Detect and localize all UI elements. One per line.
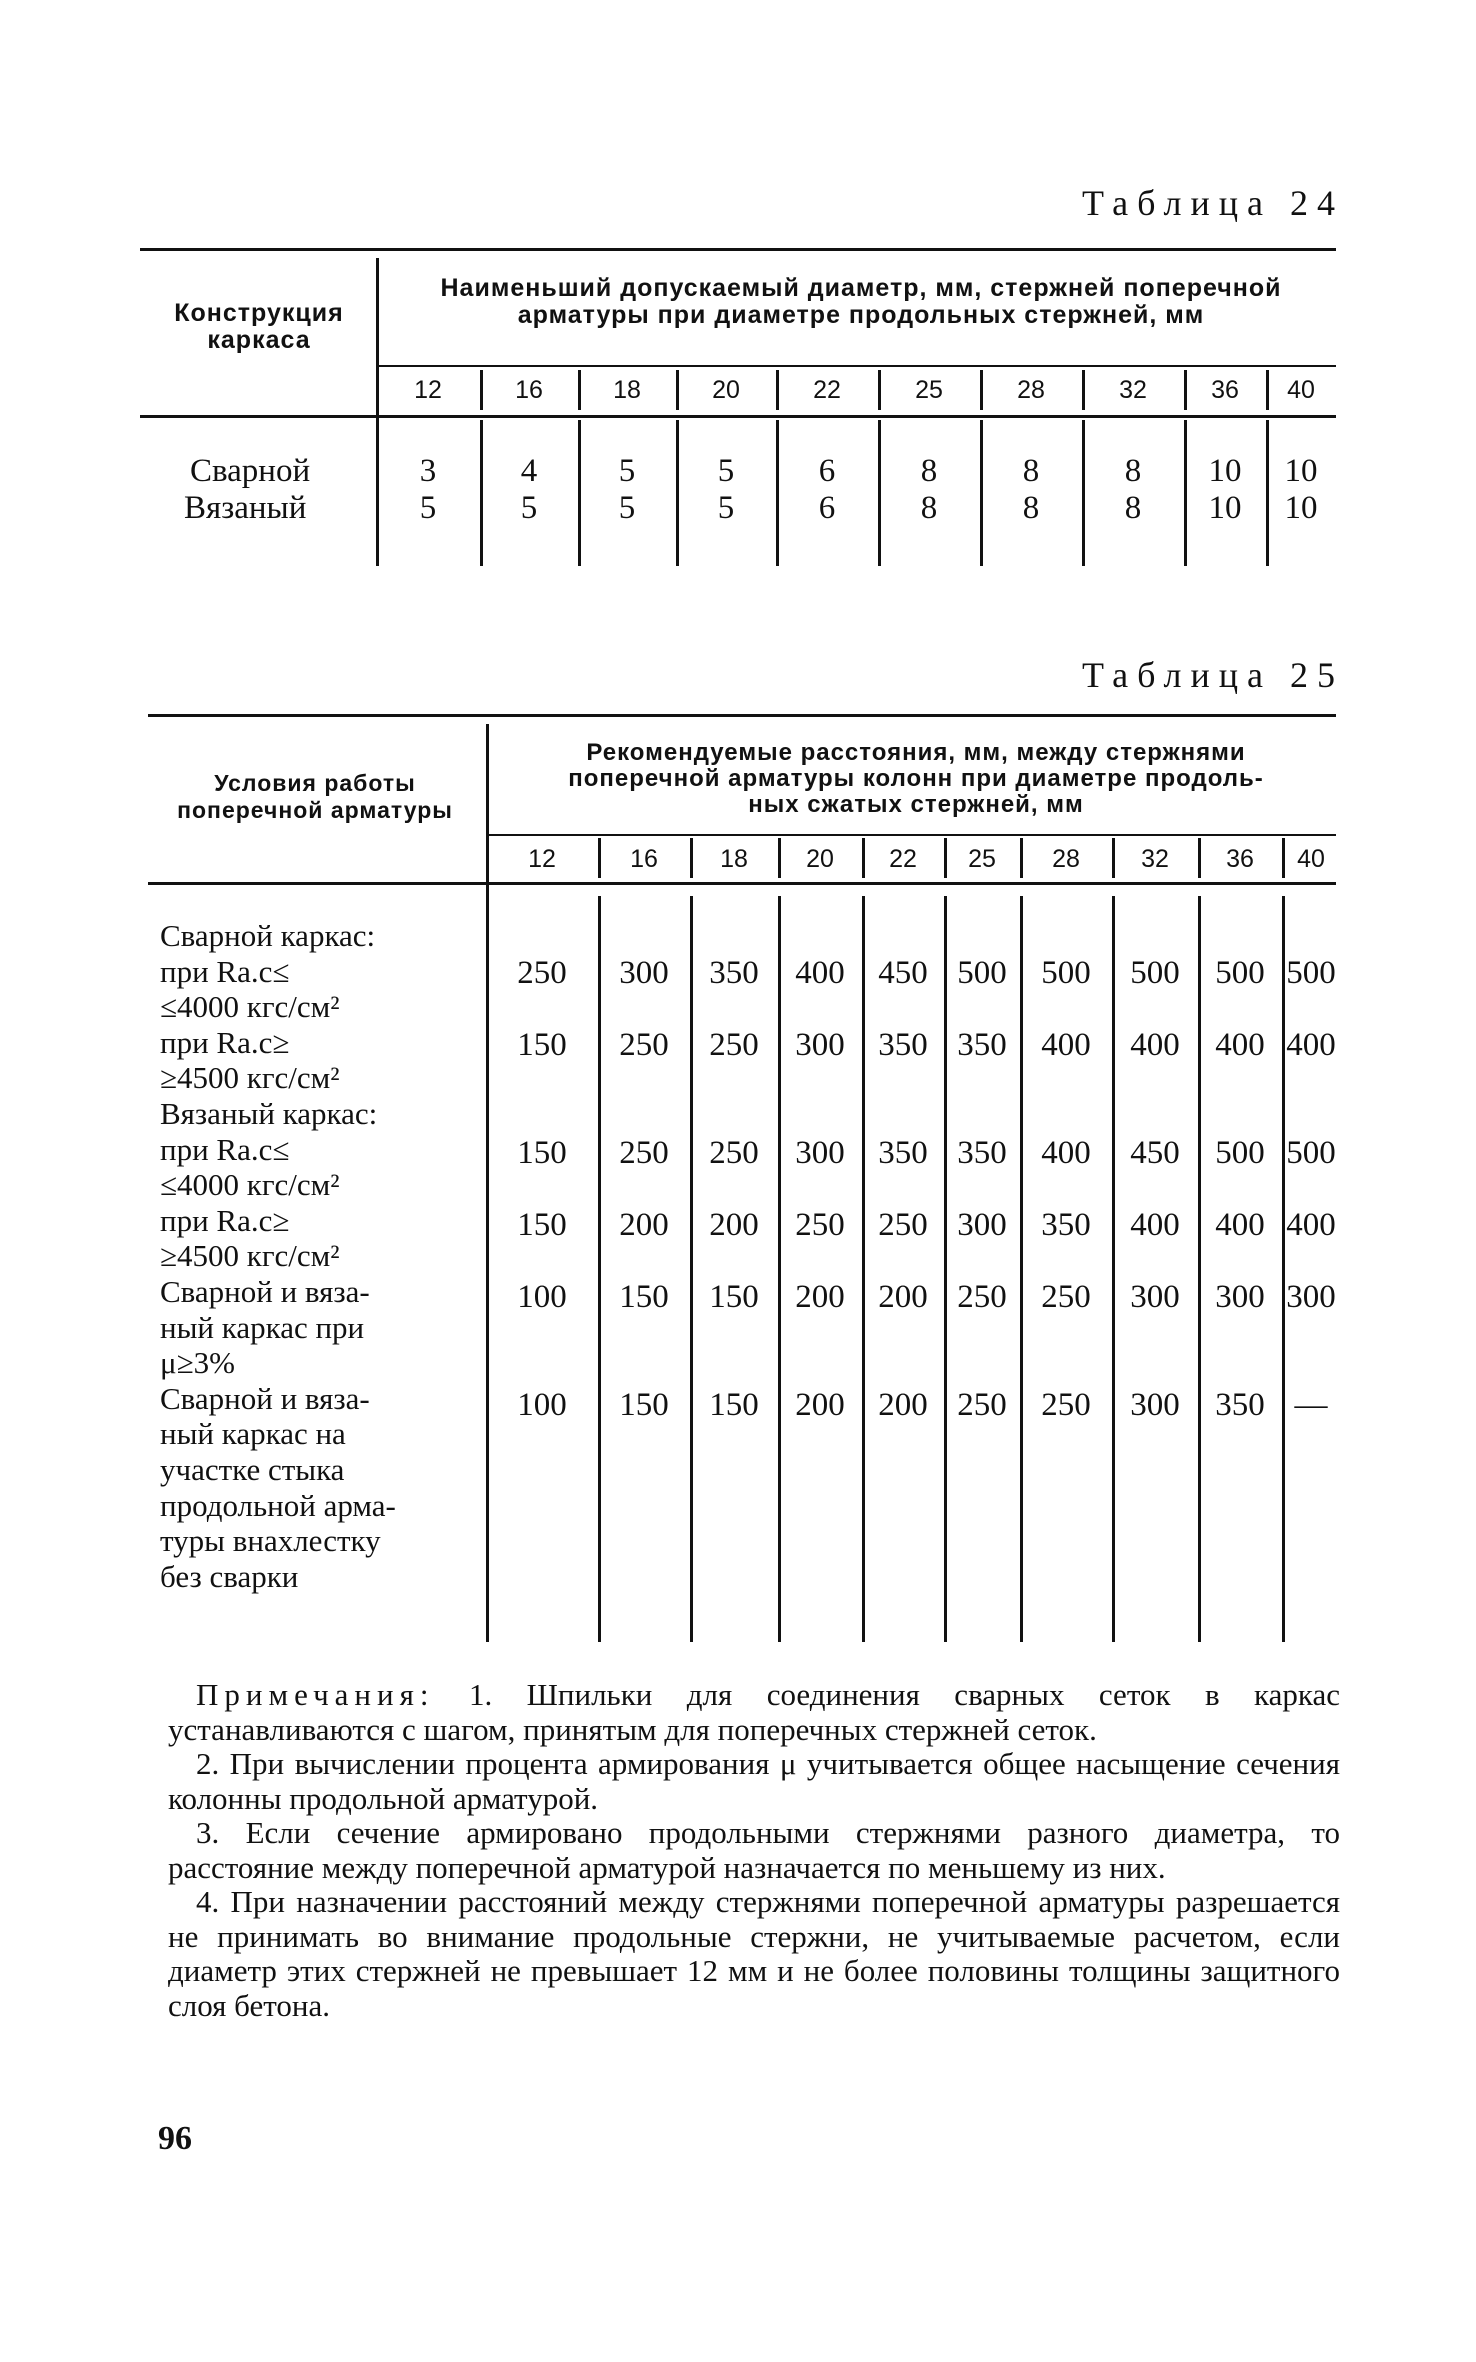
table25-cell: 250 [878,1207,928,1243]
table25-cell: 450 [1130,1135,1180,1171]
table25-top-rule [148,714,1336,717]
table25-condition-line: ный каркас при [160,1309,365,1345]
table24-stub-header: Конструкция каркаса [174,299,344,354]
table24-cell: 5 [717,453,735,489]
table25-column-divider [1198,896,1201,1642]
table25-cell: 450 [878,955,928,991]
table25-cell: 250 [957,1387,1007,1423]
note-item: 2. При вычислении процента армирования μ учитывается общее насыщение сечения колонны продольной арматурой. [168,1746,1340,1816]
table25-cell: 250 [517,955,567,991]
table25-condition-line: при Rа.с≤ [160,953,290,989]
table25-cell: 500 [1215,1135,1265,1171]
table25-condition-line: туры внахлестку [160,1523,381,1559]
table25-cell: 250 [709,1027,759,1063]
table24-cell: 6 [818,490,836,526]
table25-cell: 500 [1041,955,1091,991]
table24-cell: 5 [520,490,538,526]
table25-diameter: 25 [968,845,996,873]
table25-cell: 300 [795,1135,845,1171]
table25-cell: 250 [1041,1279,1091,1315]
table25-cell: 400 [1215,1027,1265,1063]
table25-cell: 350 [1215,1387,1265,1423]
table24-diameter: 40 [1287,376,1315,404]
table24-cell: 5 [618,490,636,526]
table25-condition-line: участке стыка [160,1452,345,1487]
table25-cell: 100 [517,1279,567,1315]
table25-cell: 350 [1041,1207,1091,1243]
table24-cell: 8 [920,490,938,526]
table25-cell: 400 [1130,1027,1180,1063]
table25-cell: 150 [709,1279,759,1315]
table25-condition-line: ный каркас на [160,1416,346,1452]
table24-diameter: 12 [414,376,442,404]
table24-cell: 8 [1124,453,1142,489]
table25-cell: 100 [517,1387,567,1423]
table25-condition-line: без сварки [160,1558,299,1594]
table24-cell: 10 [1208,490,1242,526]
table25-cell: 400 [1215,1207,1265,1243]
table25-cell: 500 [1130,955,1180,991]
table24-diameter: 36 [1211,376,1239,404]
table25-diameter: 12 [528,845,556,873]
table25-column-divider [862,896,865,1642]
table25-column-divider [598,896,601,1642]
table25-column-divider [1282,896,1285,1642]
table25-cell: 250 [1041,1387,1091,1423]
table25-diameter: 22 [889,845,917,873]
table25-cell: 200 [795,1387,845,1423]
table25-cell: 350 [709,955,759,991]
note-item: 4. При назначении расстояний между стержнями поперечной арматуры разрешается не принимать во внимание продольные стержни, не учитываемые расчетом, если диаметр этих стержней не превышает 12 мм и не более половины толщины защитного слоя бетона. [168,1884,1340,2023]
table25-cell: 250 [709,1135,759,1171]
table25-cell: 250 [957,1279,1007,1315]
table25-diameter: 36 [1226,845,1254,873]
table25-cell: 500 [1286,955,1336,991]
table25-column-header: Рекомендуемые расстояния, мм, между стержнями поперечной арматуры колонн при диаметре продоль- ных сжатых стержней, мм [568,739,1264,818]
table25-diameter: 16 [630,845,658,873]
table24-cell: 3 [419,453,437,489]
table25-cell: 500 [1215,955,1265,991]
table25-cell: 200 [878,1387,928,1423]
table24-header-bottom-rule [140,415,1336,418]
table25-cell: 350 [878,1135,928,1171]
table25-cell: 150 [517,1207,567,1243]
table25-diameter: 28 [1052,845,1080,873]
table25-header-rule [486,834,1336,836]
table24-diameter: 25 [915,376,943,404]
note-item: Примечания: 1. Шпильки для соединения сварных сеток в каркас устанавливаются с шагом, принятым для поперечных стержней сеток. [168,1677,1341,1747]
notes-heading: Примечания: [196,1677,435,1712]
table25-cell: 300 [1130,1279,1180,1315]
table25-condition-line: ≤4000 кгс/см² [160,989,340,1025]
table24-cell: 5 [717,490,735,526]
table25-cell: 350 [878,1027,928,1063]
table24-cell: 10 [1284,490,1318,526]
table25-cell: 150 [619,1387,669,1423]
table24-diameter: 22 [813,376,841,404]
table25-condition-line: Сварной и вяза- [160,1380,370,1416]
table25-cell: 300 [619,955,669,991]
table25-condition-line: Сварной каркас: [160,918,376,953]
notes [168,1678,1340,2023]
table25-cell: 150 [517,1135,567,1171]
table25-diameter: 18 [720,845,748,873]
table24-caption: Таблица 24 [1082,183,1344,223]
note-item: 3. Если сечение армировано продольными стержнями разного диаметра, то расстояние между поперечной арматурой назначается по меньшему из них. [168,1815,1340,1885]
table25-cell: 200 [619,1207,669,1243]
table25-condition-line: при Rа.с≤ [160,1131,290,1167]
table24-diameter: 28 [1017,376,1045,404]
table25-cell: 250 [619,1027,669,1063]
table25-cell: 400 [1286,1027,1336,1063]
table25-cell: — [1294,1387,1328,1423]
table25-cell: 200 [709,1207,759,1243]
page-number: 96 [158,2120,192,2157]
table25-condition-line: Сварной и вяза- [160,1274,370,1309]
table25-cell: 300 [1130,1387,1180,1423]
table24-diameter: 16 [515,376,543,404]
table25-cell: 400 [1286,1207,1336,1243]
table24-row-label: Сварной [190,453,311,489]
table24-cell: 5 [618,453,636,489]
table24-cell: 8 [1022,453,1040,489]
table25-cell: 500 [957,955,1007,991]
table24-cell: 10 [1208,453,1242,489]
table24-header-rule [376,365,1336,367]
table25-condition-line: ≥4500 кгс/см² [160,1060,340,1096]
table25-condition-line: ≤4000 кгс/см² [160,1167,340,1203]
table24-diameter: 20 [712,376,740,404]
table25-diameter: 32 [1141,845,1169,873]
table24-diameter: 32 [1119,376,1147,404]
table25-cell: 200 [795,1279,845,1315]
table25-cell: 350 [957,1027,1007,1063]
table24-cell: 8 [1022,490,1040,526]
table25-cell: 400 [1041,1027,1091,1063]
table25-condition-line: Вязаный каркас: [160,1096,378,1131]
table25-caption: Таблица 25 [1082,655,1344,695]
table25-cell: 300 [1215,1279,1265,1315]
table25-condition-line: продольной арма- [160,1487,396,1523]
table25-cell: 250 [795,1207,845,1243]
table25-column-divider [778,896,781,1642]
table24-diameter: 18 [613,376,641,404]
table25-column-divider [1020,896,1023,1642]
table25-stub-header: Условия работы поперечной арматуры [177,770,453,823]
table25-cell: 300 [795,1027,845,1063]
table25-cell: 500 [1286,1135,1336,1171]
table24-cell: 5 [419,490,437,526]
table25-cell: 400 [795,955,845,991]
table25-cell: 300 [1286,1279,1336,1315]
table25-cell: 300 [957,1207,1007,1243]
table25-condition-line: ≥4500 кгс/см² [160,1238,340,1274]
table25-column-divider [690,896,693,1642]
table25-cell: 200 [878,1279,928,1315]
table25-condition-line: при Rа.с≥ [160,1024,290,1060]
table25-cell: 350 [957,1135,1007,1171]
table25-cell: 150 [619,1279,669,1315]
table24-top-rule [140,248,1336,251]
table25-cell: 150 [517,1027,567,1063]
table25-column-divider [944,896,947,1642]
table25-diameter: 20 [806,845,834,873]
table24-cell: 6 [818,453,836,489]
table24-column-header: Наименьший допускаемый диаметр, мм, стержней поперечной арматуры при диаметре продольных стержней, мм [440,274,1282,329]
table24-row-label: Вязаный [184,490,307,526]
table24-cell: 4 [520,453,538,489]
table24-cell: 8 [1124,490,1142,526]
table24-cell: 10 [1284,453,1318,489]
table24-cell: 8 [920,453,938,489]
table25-cell: 150 [709,1387,759,1423]
table25-diameter: 40 [1297,845,1325,873]
table25-header-bottom-rule [148,882,1336,885]
table25-condition-line: μ≥3% [160,1345,235,1381]
table25-column-divider [1112,896,1115,1642]
table25-condition-line: при Rа.с≥ [160,1202,290,1238]
table25-cell: 250 [619,1135,669,1171]
table25-cell: 400 [1041,1135,1091,1171]
table25-cell: 400 [1130,1207,1180,1243]
